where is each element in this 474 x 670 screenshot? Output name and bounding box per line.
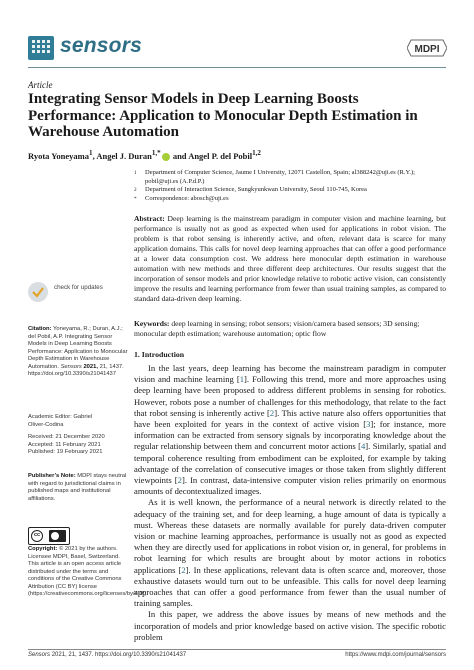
affiliation-number: 2 xyxy=(134,187,137,194)
reference-link[interactable]: 2 xyxy=(269,407,275,418)
copyright-block xyxy=(28,546,148,599)
keywords-label: Keywords: xyxy=(134,319,170,328)
journal-name: sensors xyxy=(60,34,142,57)
published-date: Published: 19 February 2021 xyxy=(28,449,103,455)
footer-journal: Sensors xyxy=(28,652,51,658)
section-heading: 1. Introduction xyxy=(134,350,185,359)
abstract-text: Deep learning is the mainstream paradigm in computer vision and machine learning, but performance is usually not as good as expected when used for applications in robot vision. The problem is that robot sensing is inherently active, and often, relevant data is scarce for many application domains. This calls for novel deep learning approaches that can offer a good performance at a lower data consumption cost. We address here monocular depth estimation in warehouse automation with new methods and three different deep architectures. Our results suggest that the incorporation of sensor models and prior knowledge relative to robotic active vision, can consistently improve the results and learning performance from fewer than usual training samples, as compared to standard data-driven deep learning. xyxy=(134,214,446,303)
affiliation-number: * xyxy=(134,195,137,202)
paragraph: In the last years, deep learning has become the mainstream paradigm in computer vision and machine learning [1]. Following this trend, more and more approaches using deep learning have been proposed to address different problems in sensing for robotics. However, robots pose a number of challenges for this methodology, that relate to the fact that robot sensing is inherently active [2]. This active nature also offers opportunities that have been exploited for years in the context of active vision [3]; for instance, more information can be extracted from sensory signals by incorporating knowledge about the regular relationship between them and concurrent motor actions [4]. Similarly, spatial and temporal coherence resulting from embodiment can be exploited, for example by taking advantage of the correlation of consecutive images or those taken from slightly different viewpoints [2]. In contrast, data-intensive computer vision relies primarily on enormous amounts of decontextualized images. xyxy=(134,363,446,497)
author-list: Ryota Yoneyama$^1$, Angel J. Duran$^{1,*}$ and Angel P. del Pobil$^{1,2}$ xyxy=(28,149,261,161)
keywords xyxy=(134,319,446,339)
affiliation-number: 1 xyxy=(134,170,137,176)
article-title: Integrating Sensor Models in Deep Learning Boosts Performance: Application to Monocular Depth Estimation in Warehouse Automation xyxy=(28,91,418,140)
editor-label: Academic Editor: Gabriel xyxy=(28,414,93,420)
editor-name: Oliver-Codina xyxy=(28,421,64,428)
footer-rule xyxy=(28,649,446,650)
publisher-note-text: MDPI stays neutral with regard to jurisdictional claims in published maps and institutional affiliations. xyxy=(28,473,127,502)
author-sup: 1,2 xyxy=(252,149,261,157)
check-updates-icon xyxy=(28,282,48,302)
affiliation-text: Department of Computer Science, Jaume I University, 12071 Castellon, Spain; al388242@uji.es (R.Y.); pobil@uji.es (A.P.d.P.) xyxy=(145,169,415,185)
affiliation-item xyxy=(134,169,446,186)
citation-doi[interactable]: 21, 1437. https://doi.org/10.3390/s21041437 xyxy=(28,363,124,377)
publisher-note-label: Publisher’s Note: xyxy=(28,473,76,479)
copyright-text: © 2021 by the authors. Licensee MDPI, Basel, Switzerland. This article is an open access article distributed under the terms and conditions of the Creative Commons Attribution (CC BY) license (https://creativecommons.org/licenses/by/4.0/). xyxy=(28,546,148,597)
footer-citation xyxy=(28,652,186,658)
mdpi-logo xyxy=(407,38,447,58)
publisher-note xyxy=(28,473,128,503)
paragraph: As it is well known, the performance of a neural network is directly related to the adequacy of the training set, and for deep learning, a huge amount of data is typically a must. Whereas these datasets are normally available for purely data-driven computer vision or machine learning approaches, performance is usually not as good as expected when they are directly used for applications in robot vision or, in general, for problems in robot learning for which results are brought about by motor actions in robotics applications [2]. In these applications, relevant data is often scarce and, moreover, those exhaustive datasets would turn out to be unfeasible. This calls for novel deep learning approaches that can offer a good performance from fewer than the usual number of training samples. xyxy=(134,497,446,609)
journal-logo-icon xyxy=(28,36,54,60)
accepted-date: Accepted: 11 February 2021 xyxy=(28,441,101,448)
reference-link[interactable]: 1 xyxy=(239,374,245,385)
reference-link[interactable]: 2 xyxy=(177,475,182,486)
citation-text: Yoneyama, R.; Duran, A.J.; del Pobil, A.P. Integrating Sensor Models in Deep Learning Boosts Performance: Application to Monocular Depth Estimation in Warehouse Automation. xyxy=(28,326,128,370)
citation-journal: Sensors xyxy=(60,363,82,370)
author-name[interactable]: Ryota Yoneyama xyxy=(28,150,90,161)
orcid-icon[interactable] xyxy=(162,153,170,161)
received-date: Received: 21 December 2020 xyxy=(28,434,105,440)
cc-by-icon xyxy=(49,530,66,542)
reference-link[interactable]: 4 xyxy=(361,441,366,452)
body-text xyxy=(134,363,446,643)
author-name[interactable]: Angel J. Duran xyxy=(96,150,152,161)
author-name[interactable]: and Angel P. del Pobil xyxy=(172,150,253,161)
paragraph: In this paper, we address the above issues by means of new methods and the incorporation of models and prior knowledge based on active vision. The specific robotic problem xyxy=(134,609,446,642)
dates-block xyxy=(28,434,128,457)
footer-doi[interactable]: 2021, 21, 1437. https://doi.org/10.3390/s21041437 xyxy=(51,652,187,658)
cc-license-badge[interactable] xyxy=(28,527,70,545)
abstract xyxy=(134,214,446,304)
reference-link[interactable]: 2 xyxy=(181,564,186,575)
editor-block xyxy=(28,414,128,429)
affiliation-item xyxy=(134,186,446,195)
citation-year: 2021, xyxy=(83,363,98,370)
author-sup: 1 xyxy=(89,149,93,157)
copyright-label: Copyright: xyxy=(28,546,58,552)
cc-icon: cc xyxy=(31,530,43,542)
header-rule xyxy=(28,67,446,68)
citation-block xyxy=(28,326,128,379)
citation-label: Citation: xyxy=(28,326,52,332)
keywords-text: deep learning in sensing; robot sensors; vision/camera based sensors; 3D sensing; monocular depth estimation; warehouse automation; optic flow xyxy=(134,319,420,338)
footer-url[interactable]: https://www.mdpi.com/journal/sensors xyxy=(345,652,446,658)
article-type-label: Article xyxy=(28,80,53,90)
affiliation-text: Correspondence: abosch@uji.es xyxy=(145,194,229,202)
abstract-label: Abstract: xyxy=(134,214,165,223)
mdpi-logo-text: MDPI xyxy=(414,44,440,55)
affiliations xyxy=(134,169,446,203)
affiliation-item xyxy=(134,195,446,204)
author-sup: 1,* xyxy=(151,149,161,157)
reference-link[interactable]: 3 xyxy=(366,419,371,430)
check-for-updates-badge[interactable] xyxy=(28,282,128,306)
affiliation-text: Department of Interaction Science, Sungkyunkwan University, Seoul 110-745, Korea xyxy=(145,186,367,194)
check-updates-label: check for updates xyxy=(54,284,103,291)
